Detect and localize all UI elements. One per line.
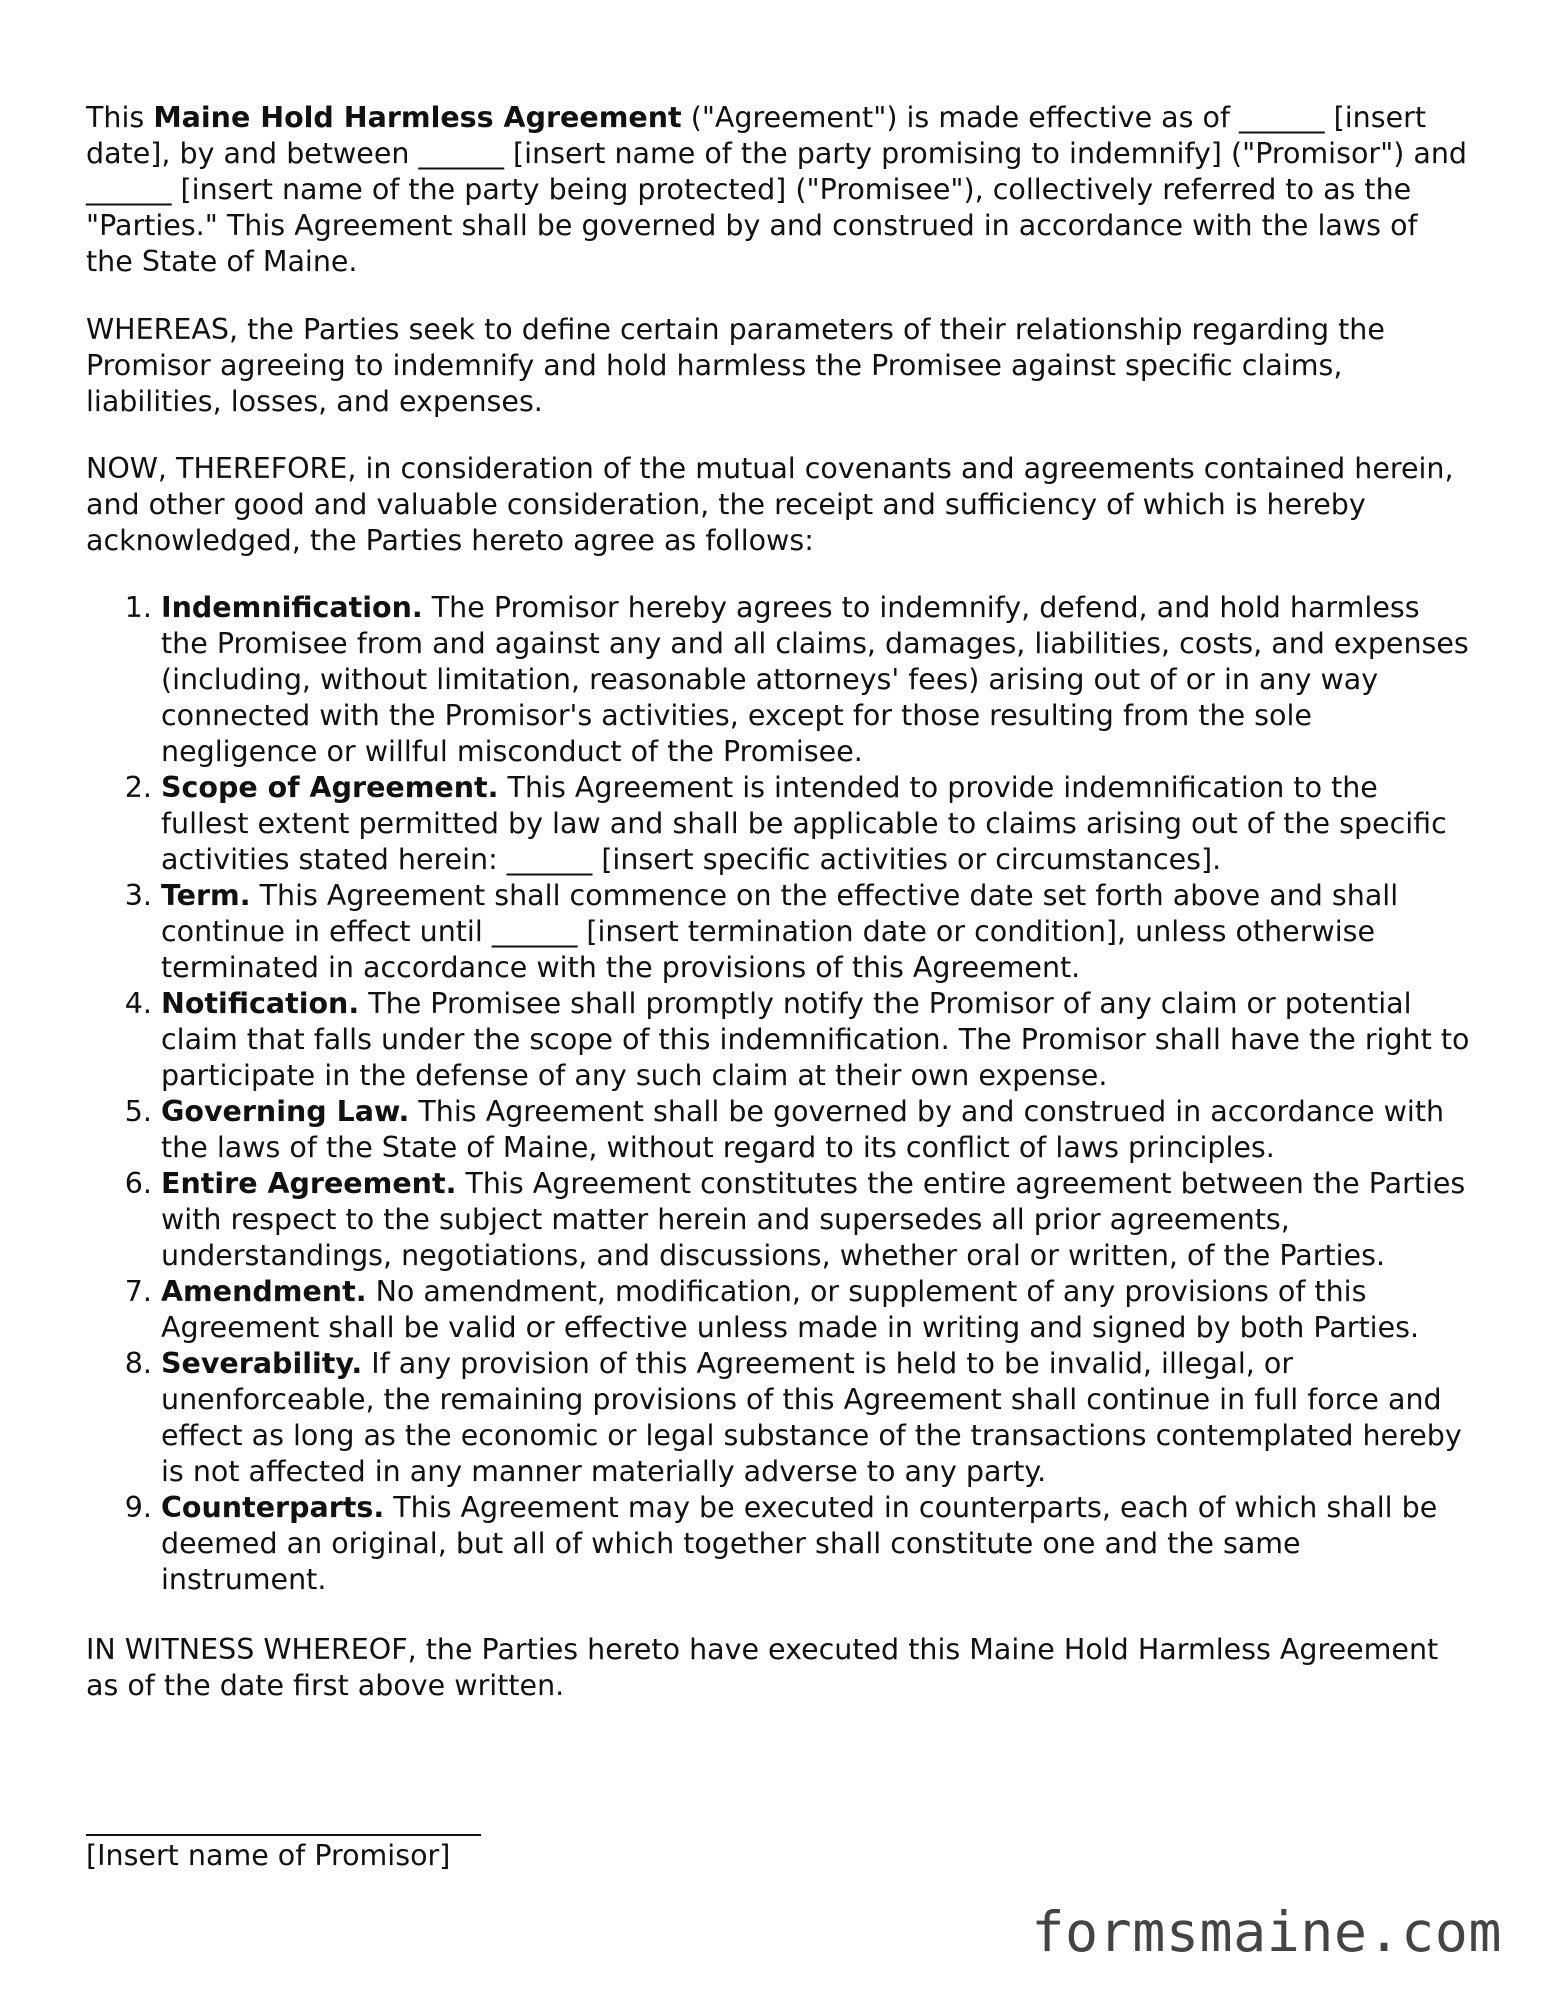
clause-item (161, 770, 1471, 878)
clause-item (161, 590, 1471, 770)
clause-heading: Term. (161, 879, 251, 912)
clause-text: If any provision of this Agreement is held to be invalid, illegal, or unenforceable, the remaining provisions of this Agreement shall continue in full force and effect as long as the economic or legal substance of the transactions contemplated hereby is not affected in any manner materially adverse to any party. (161, 1347, 1462, 1488)
clause-text: This Agreement is intended to provide indemnification to the fullest extent permitted by law and shall be applicable to claims arising out of the specific activities stated herein: ______ [insert specific activities or circumstances]. (161, 771, 1447, 876)
clause-item (161, 878, 1471, 986)
clause-item (161, 1094, 1471, 1166)
clauses-list (86, 590, 1471, 1598)
intro-paragraph (86, 100, 1471, 280)
witness-paragraph: IN WITNESS WHEREOF, the Parties hereto have executed this Maine Hold Harmless Agreement as of the date first above written. (86, 1633, 1439, 1702)
clause-item (161, 1490, 1471, 1598)
clause-heading: Governing Law. (161, 1095, 410, 1128)
clause-heading: Notification. (161, 987, 360, 1020)
clause-heading: Severability. (161, 1347, 363, 1380)
clause-heading: Scope of Agreement. (161, 771, 499, 804)
clause-text: This Agreement constitutes the entire agreement between the Parties with respect to the subject matter herein and supersedes all prior agreements, understandings, negotiations, and discussions, whether oral or written, of the Parties. (161, 1167, 1466, 1272)
document-body (86, 100, 1471, 1735)
signature-line (86, 1808, 481, 1836)
clause-text: This Agreement shall be governed by and construed in accordance with the laws of the State of Maine, without regard to its conflict of laws principles. (161, 1095, 1445, 1164)
agreement-title: Maine Hold Harmless Agreement (153, 101, 682, 134)
clause-text: No amendment, modification, or supplement of any provisions of this Agreement shall be valid or effective unless made in writing and signed by both Parties. (161, 1275, 1420, 1344)
clause-heading: Indemnification. (161, 591, 423, 624)
clause-text: The Promisee shall promptly notify the Promisor of any claim or potential claim that falls under the scope of this indemnification. The Promisor shall have the right to participate in the defense of any such claim at their own expense. (161, 987, 1470, 1092)
clause-text: This Agreement shall commence on the effective date set forth above and shall continue in effect until ______ [insert termination date or condition], unless otherwise terminated in accordance with the provisions of this Agreement. (161, 879, 1399, 984)
signature-block (86, 1808, 481, 1874)
clause-heading: Counterparts. (161, 1491, 385, 1524)
clause-text: This Agreement may be executed in counterparts, each of which shall be deemed an original, but all of which together shall constitute one and the same instrument. (161, 1491, 1438, 1596)
clause-heading: Entire Agreement. (161, 1167, 457, 1200)
whereas-paragraph: WHEREAS, the Parties seek to define certain parameters of their relationship regarding the Promisor agreeing to indemnify and hold harmless the Promisee against specific claims, liabilities, losses, and expenses. (86, 313, 1385, 418)
clause-text: The Promisor hereby agrees to indemnify, defend, and hold harmless the Promisee from and against any and all claims, damages, liabilities, costs, and expenses (including, without limitation, reasonable attorneys' fees) arising out of or in any way connected with the Promisor's activities, except for those resulting from the sole negligence or willful misconduct of the Promisee. (161, 591, 1469, 768)
clause-item (161, 1346, 1471, 1490)
clause-item (161, 1166, 1471, 1274)
intro-lead: This (86, 101, 154, 134)
intro-body: ("Agreement") is made effective as of ______ [insert date], by and between ______ [insert name of the party promising to indemnify] ("Promisor") and ______ [insert name of the party being protected] ("Promisee"), collectively referred to as the "Parties." This Agreement shall be governed by and construed in accordance with the laws of the State of Maine. (86, 101, 1468, 278)
clause-heading: Amendment. (161, 1275, 367, 1308)
promisor-name-placeholder: [Insert name of Promisor] (86, 1839, 451, 1872)
clause-item (161, 1274, 1471, 1346)
clause-item (161, 986, 1471, 1094)
site-watermark: formsmaine.com (1031, 1900, 1502, 1964)
now-therefore-paragraph: NOW, THEREFORE, in consideration of the mutual covenants and agreements contained herein, and other good and valuable consideration, the receipt and sufficiency of which is hereby acknowledged, the Parties hereto agree as follows: (86, 452, 1454, 557)
